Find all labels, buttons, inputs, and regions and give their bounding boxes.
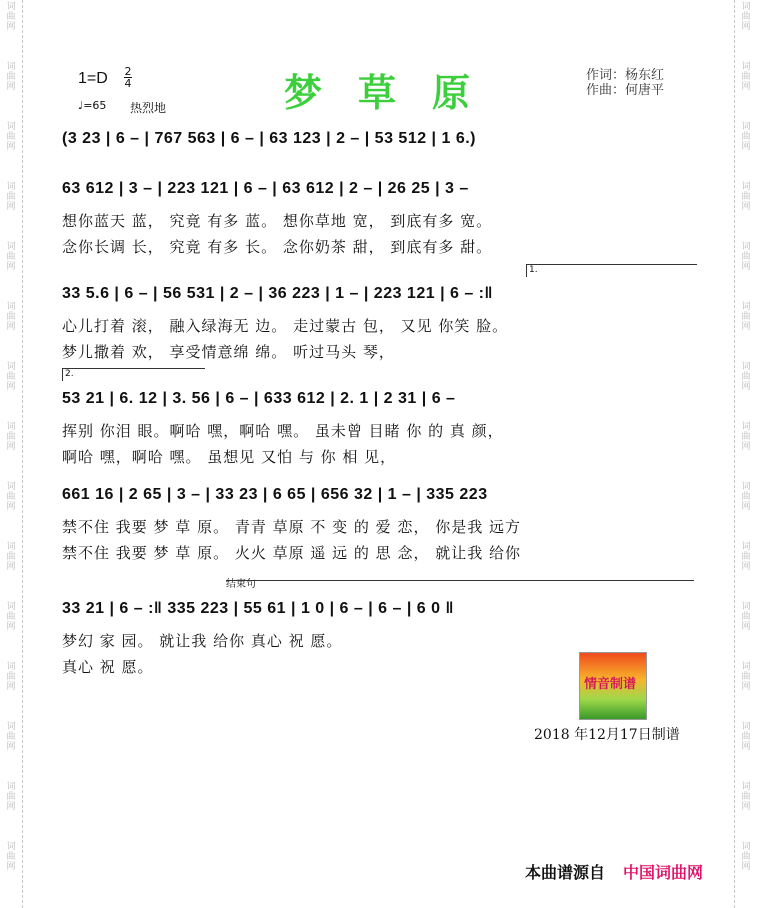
song-title: 梦草原 — [284, 70, 507, 115]
watermark-text: 词 曲 网 — [741, 602, 751, 632]
notation-row: (3 23 | 6 – | 767 563 | 6 – | 63 123 | 2 – | 53 512 | 1 6.) — [62, 130, 476, 147]
lyric-line: 念你长调 长， 究竟 有多 长。 念你奶茶 甜， 到底有多 甜。 — [62, 238, 493, 256]
credits — [586, 68, 664, 98]
watermark-text: 词 曲 网 — [741, 182, 751, 212]
watermark-text: 词 曲 网 — [6, 782, 16, 812]
lyric-line: 真心 祝 愿。 — [62, 658, 154, 676]
watermark-text: 词 曲 网 — [6, 302, 16, 332]
lyric-line: 想你蓝天 蓝， 究竟 有多 蓝。 想你草地 宽， 到底有多 宽。 — [62, 212, 493, 230]
notation-row: 33 5.6 | 6 – | 56 531 | 2 – | 36 223 | 1 – | 223 121 | 6 – :‖ — [62, 285, 493, 302]
lyricist: 作词：杨东红 — [586, 68, 665, 83]
key-signature: 1=D — [78, 70, 108, 87]
watermark-text: 词 曲 网 — [741, 302, 751, 332]
watermark-text: 词 曲 网 — [6, 482, 16, 512]
watermark-text: 词 曲 网 — [6, 602, 16, 632]
notation-row: 33 21 | 6 – :‖ 335 223 | 55 61 | 1 0 | 6 – | 6 – | 6 0 ‖ — [62, 600, 454, 617]
source-label: 本曲谱源自 — [525, 863, 606, 882]
watermark-text: 词 曲 网 — [6, 362, 16, 392]
watermark-text: 词 曲 网 — [741, 422, 751, 452]
lyric-line: 梦幻 家 园。 就让我 给你 真心 祝 愿。 — [62, 632, 343, 650]
composer: 作曲：何唐平 — [586, 83, 665, 98]
lyric-line: 心儿打着 滚， 融入绿海无 边。 走过蒙古 包， 又见 你笑 脸。 — [62, 317, 509, 335]
time-top: 2 — [124, 65, 132, 78]
time-bottom: 4 — [124, 77, 132, 90]
watermark-text: 词 曲 网 — [6, 242, 16, 272]
lyric-line: 禁不住 我要 梦 草 原。 火火 草原 遥 远 的 思 念， 就让我 给你 — [62, 544, 521, 562]
watermark-text: 词 曲 网 — [741, 482, 751, 512]
watermark-text: 词 曲 网 — [6, 842, 16, 872]
watermark-text: 词 曲 网 — [6, 62, 16, 92]
score-maker-stamp — [579, 652, 647, 720]
watermark-text: 词 曲 网 — [6, 2, 16, 32]
watermark-text: 词 曲 网 — [741, 2, 751, 32]
watermark-text: 词 曲 网 — [6, 542, 16, 572]
watermark-text: 词 曲 网 — [6, 422, 16, 452]
left-watermark-strip — [0, 0, 23, 908]
notation-row: 53 21 | 6. 12 | 3. 56 | 6 – | 633 612 | 2. 1 | 2 31 | 6 – — [62, 390, 456, 407]
source-brand[interactable]: 中国词曲网 — [623, 863, 704, 882]
watermark-text: 词 曲 网 — [741, 662, 751, 692]
watermark-text: 词 曲 网 — [6, 722, 16, 752]
watermark-text: 词 曲 网 — [6, 122, 16, 152]
time-signature — [124, 66, 132, 89]
watermark-text: 词 曲 网 — [741, 362, 751, 392]
watermark-text: 词 曲 网 — [741, 842, 751, 872]
ending-bracket — [226, 580, 694, 581]
watermark-text: 词 曲 网 — [6, 182, 16, 212]
notation-row: 63 612 | 3 – | 223 121 | 6 – | 63 612 | 2 – | 26 25 | 3 – — [62, 180, 469, 197]
notation-row: 661 16 | 2 65 | 3 – | 33 23 | 6 65 | 656 32 | 1 – | 335 223 — [62, 486, 488, 503]
right-watermark-strip — [734, 0, 757, 908]
made-date: 2018 年12月17日制谱 — [534, 727, 680, 743]
watermark-text: 词 曲 网 — [741, 122, 751, 152]
watermark-text: 词 曲 网 — [741, 722, 751, 752]
watermark-text: 词 曲 网 — [741, 782, 751, 812]
volta-1: 1. — [526, 264, 697, 277]
lyric-line: 梦儿撒着 欢， 享受情意绵 绵。 听过马头 琴， — [62, 343, 395, 361]
watermark-text: 词 曲 网 — [741, 542, 751, 572]
volta-2: 2. — [62, 368, 205, 381]
lyric-line: 挥别 你泪 眼。啊哈 嘿，啊哈 嘿。 虽未曾 目睹 你 的 真 颜， — [62, 422, 504, 440]
stamp-text: 情音制谱 — [584, 677, 637, 692]
expression-marking: 热烈地 — [130, 101, 167, 115]
lyric-line: 啊哈 嘿，啊哈 嘿。 虽想见 又怕 与 你 相 见， — [62, 448, 397, 466]
source-footer — [525, 860, 703, 883]
ending-label: 结束句 — [226, 579, 256, 590]
watermark-text: 词 曲 网 — [741, 242, 751, 272]
lyric-line: 禁不住 我要 梦 草 原。 青青 草原 不 变 的 爱 恋， 你是我 远方 — [62, 518, 521, 536]
watermark-text: 词 曲 网 — [741, 62, 751, 92]
tempo-marking: ♩=65 — [78, 99, 107, 112]
watermark-text: 词 曲 网 — [6, 662, 16, 692]
